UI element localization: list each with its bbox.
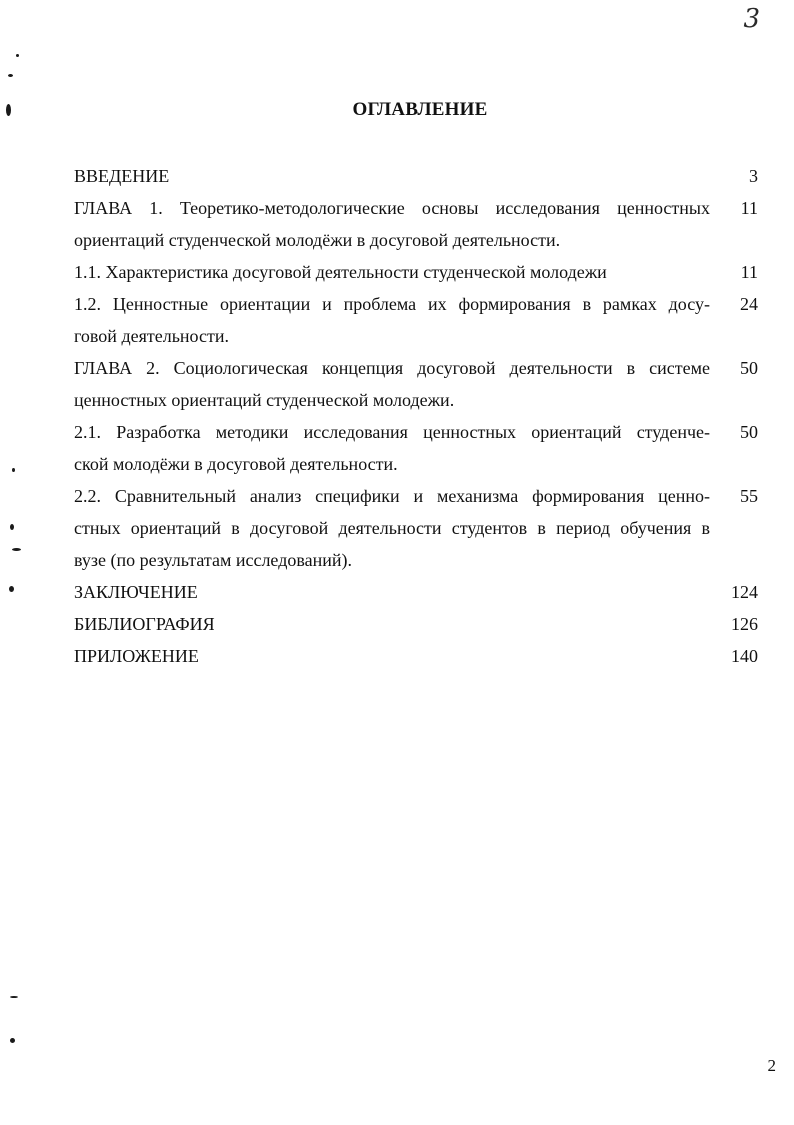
- scan-speck: [10, 1038, 15, 1043]
- toc-entry-chapter-1[interactable]: [74, 192, 758, 256]
- scan-speck: [12, 468, 15, 472]
- toc-entry-section-1-2[interactable]: [74, 288, 758, 352]
- scan-speck: [9, 586, 14, 592]
- toc-entry-page: 11: [740, 262, 758, 282]
- toc-list: [74, 160, 758, 672]
- toc-entry-line: ГЛАВА 2. Социологическая концепция досуговой деятельности в системе: [74, 358, 710, 378]
- toc-entry-page: 55: [740, 486, 758, 506]
- scan-speck: [10, 996, 18, 998]
- toc-entry-line: ценностных ориентаций студенческой молодежи.: [74, 390, 455, 410]
- toc-entry-line: ской молодёжи в досуговой деятельности.: [74, 454, 398, 474]
- toc-entry-page: 3: [749, 166, 758, 186]
- toc-entry-line: БИБЛИОГРАФИЯ: [74, 614, 215, 634]
- scan-speck: [8, 74, 13, 77]
- toc-entry-page: 11: [740, 198, 758, 218]
- toc-entry-page: 50: [740, 422, 758, 442]
- toc-entry-page: 124: [731, 582, 758, 602]
- toc-entry-line: ЗАКЛЮЧЕНИЕ: [74, 582, 198, 602]
- toc-entry-page: 140: [731, 646, 758, 666]
- toc-entry-appendix[interactable]: [74, 640, 758, 672]
- toc-entry-line: вузе (по результатам исследований).: [74, 550, 352, 570]
- scan-speck: [16, 54, 19, 57]
- toc-entry-line: стных ориентаций в досуговой деятельности студентов в период обучения в: [74, 518, 710, 538]
- toc-entry-chapter-2[interactable]: [74, 352, 758, 416]
- toc-entry-line: ПРИЛОЖЕНИЕ: [74, 646, 199, 666]
- scan-speck: [12, 548, 21, 551]
- toc-entry-page: 126: [731, 614, 758, 634]
- toc-entry-introduction[interactable]: [74, 160, 758, 192]
- toc-entry-page: 50: [740, 358, 758, 378]
- toc-entry-line: ВВЕДЕНИЕ: [74, 166, 170, 186]
- toc-entry-section-1-1[interactable]: [74, 256, 758, 288]
- toc-entry-line: 1.1. Характеристика досуговой деятельности студенческой молодежи: [74, 262, 607, 282]
- toc-entry-bibliography[interactable]: [74, 608, 758, 640]
- toc-entry-line: 1.2. Ценностные ориентации и проблема их формирования в рамках досу-: [74, 294, 710, 314]
- toc-entry-conclusion[interactable]: [74, 576, 758, 608]
- toc-title: ОГЛАВЛЕНИЕ: [352, 99, 488, 120]
- toc-entry-page: 24: [740, 294, 758, 314]
- toc-entry-line: ГЛАВА 1. Теоретико-методологические основы исследования ценностных: [74, 198, 710, 218]
- scan-speck: [10, 524, 14, 530]
- toc-entry-line: 2.1. Разработка методики исследования ценностных ориентаций студенче-: [74, 422, 710, 442]
- toc-entry-section-2-2[interactable]: [74, 480, 758, 576]
- toc-entry-section-2-1[interactable]: [74, 416, 758, 480]
- page-number: 2: [767, 1056, 776, 1075]
- handwritten-page-number: 3: [743, 4, 760, 34]
- toc-entry-line: говой деятельности.: [74, 326, 229, 346]
- toc-entry-line: 2.2. Сравнительный анализ специфики и механизма формирования ценно-: [74, 486, 710, 506]
- toc-entry-line: ориентаций студенческой молодёжи в досуговой деятельности.: [74, 230, 561, 250]
